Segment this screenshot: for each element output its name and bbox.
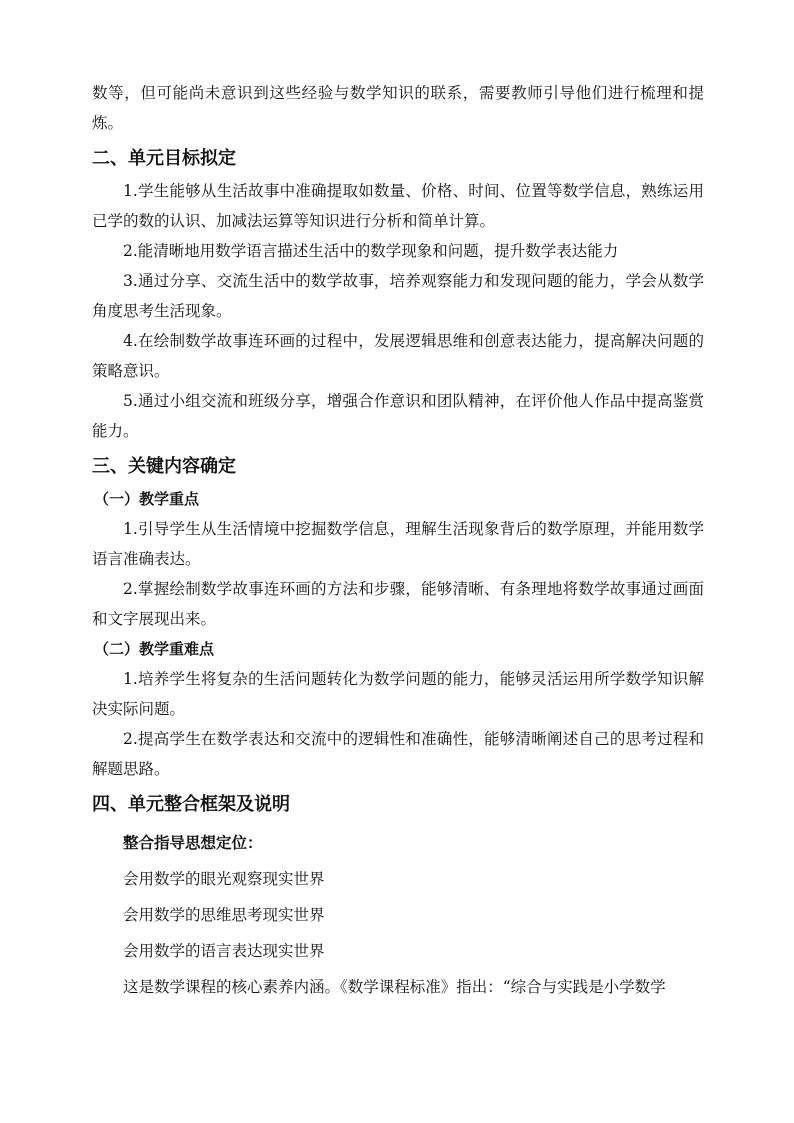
focus-item-2: 2.掌握绘制数学故事连环画的方法和步骤，能够清晰、有条理地将数学故事通过画面和文字展现出来。: [92, 580, 704, 628]
framework-line-2: 会用数学的思维思考现实世界: [123, 906, 325, 924]
subheading-teaching-focus: （一）教学重点: [94, 490, 200, 508]
section-heading-key-content: 三、关键内容确定: [92, 456, 236, 477]
intro-paragraph-tail: 数等，但可能尚未意识到这些经验与数学知识的联系，需要教师引导他们进行梳理和提炼。: [92, 84, 704, 132]
document-body: [92, 78, 704, 1008]
framework-line-1: 会用数学的眼光观察现实世界: [123, 870, 325, 888]
goal-item-1: 1.学生能够从生活故事中准确提取如数量、价格、时间、位置等数学信息，熟练运用已学的数的认识、加减法运算等知识进行分析和简单计算。: [92, 182, 704, 230]
goal-item-3: 3.通过分享、交流生活中的数学故事，培养观察能力和发现问题的能力，学会从数学角度思考生活现象。: [92, 272, 704, 320]
goal-item-5: 5.通过小组交流和班级分享，增强合作意识和团队精神，在评价他人作品中提高鉴赏能力。: [92, 392, 704, 440]
section-heading-unit-goals: 二、单元目标拟定: [92, 148, 236, 169]
framework-closing: 这是数学课程的核心素养内涵。《数学课程标准》指出：“综合与实践是小学数学: [123, 978, 666, 996]
difficulty-item-1: 1.培养学生将复杂的生活问题转化为数学问题的能力，能够灵活运用所学数学知识解决实际问题。: [92, 670, 704, 718]
goal-item-4: 4.在绘制数学故事连环画的过程中，发展逻辑思维和创意表达能力，提高解决问题的策略意识。: [92, 332, 704, 380]
section-heading-framework: 四、单元整合框架及说明: [92, 794, 290, 815]
framework-line-3: 会用数学的语言表达现实世界: [123, 942, 325, 960]
focus-item-1: 1.引导学生从生活情境中挖掘数学信息，理解生活现象背后的数学原理，并能用数学语言准确表达。: [92, 520, 704, 568]
subheading-teaching-difficulty: （二）教学重难点: [94, 640, 215, 658]
framework-lead: 整合指导思想定位：: [123, 834, 263, 852]
goal-item-2: 2.能清晰地用数学语言描述生活中的数学现象和问题，提升数学表达能力: [123, 242, 619, 260]
difficulty-item-2: 2.提高学生在数学表达和交流中的逻辑性和准确性，能够清晰阐述自己的思考过程和解题思路。: [92, 730, 704, 778]
